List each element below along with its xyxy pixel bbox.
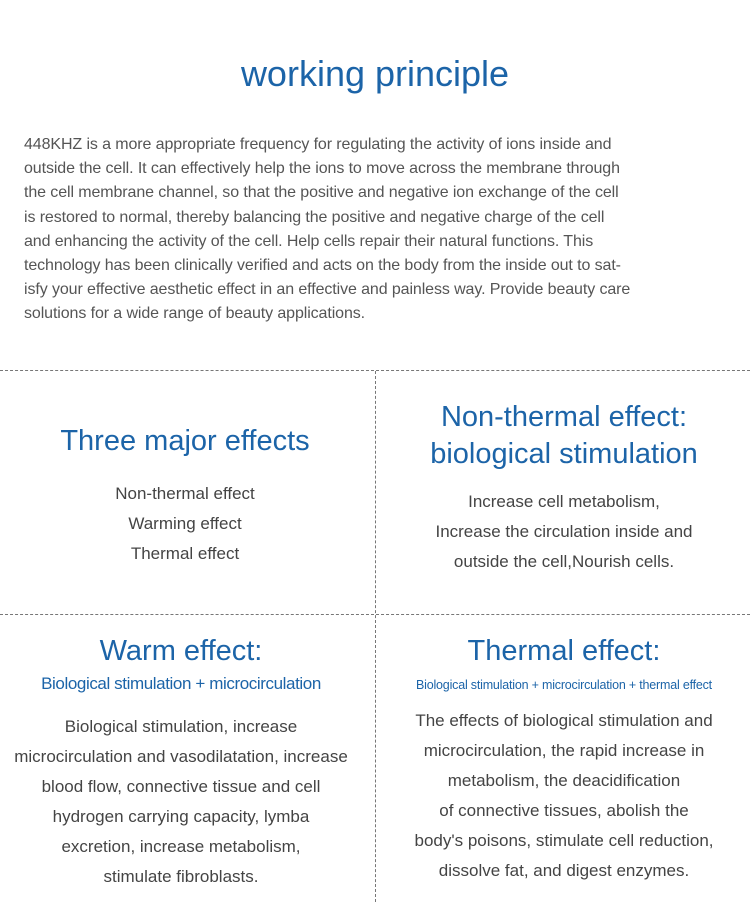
- non-thermal-panel: [378, 399, 750, 577]
- warm-effect-subtitle: Biological stimulation + microcirculation: [41, 674, 321, 693]
- major-effects-panel: [0, 422, 370, 569]
- thermal-effect-panel: [378, 632, 750, 886]
- intro-paragraph: 448KHZ is a more appropriate frequency for regulating the activity of ions inside and outside the cell. It can effectively help the ions to move across the membrane through the cell membrane channel, so that the positive and negative ion exchange of the cell is restored to normal, thereby balancing the positive and negative charge of the cell and enhancing the activity of the cell. Help cells repair their natural functions. This technology has been clinically verified and acts on the body from the inside out to sat- isfy your effective aesthetic effect in an effective and painless way. Provide beauty care solutions for a wide range of beauty applications.: [24, 136, 631, 323]
- divider-vertical: [375, 371, 376, 902]
- warm-effect-panel: [0, 632, 362, 892]
- page-title: working principle: [240, 53, 510, 94]
- thermal-effect-body: The effects of biological stimulation and microcirculation, the rapid increase in metabolism, the deacidification of connective tissues, abolish the body's poisons, stimulate cell reduction, dissolve fat, and digest enzymes.: [414, 711, 714, 880]
- warm-effect-title: Warm effect:: [99, 635, 263, 667]
- non-thermal-body: Increase cell metabolism, Increase the circulation inside and outside the cell,Nourish cells.: [435, 492, 693, 571]
- non-thermal-title: Non-thermal effect: biological stimulation: [430, 401, 698, 470]
- thermal-effect-title: Thermal effect:: [467, 635, 661, 667]
- thermal-effect-subtitle: Biological stimulation + microcirculation + thermal effect: [416, 678, 712, 692]
- major-effects-title: Three major effects: [60, 425, 310, 457]
- major-effects-list: Non-thermal effect Warming effect Thermal effect: [115, 484, 255, 563]
- warm-effect-body: Biological stimulation, increase microcirculation and vasodilatation, increase blood flow, connective tissue and cell hydrogen carrying capacity, lymba excretion, increase metabolism, stimulate fibroblasts.: [14, 717, 348, 886]
